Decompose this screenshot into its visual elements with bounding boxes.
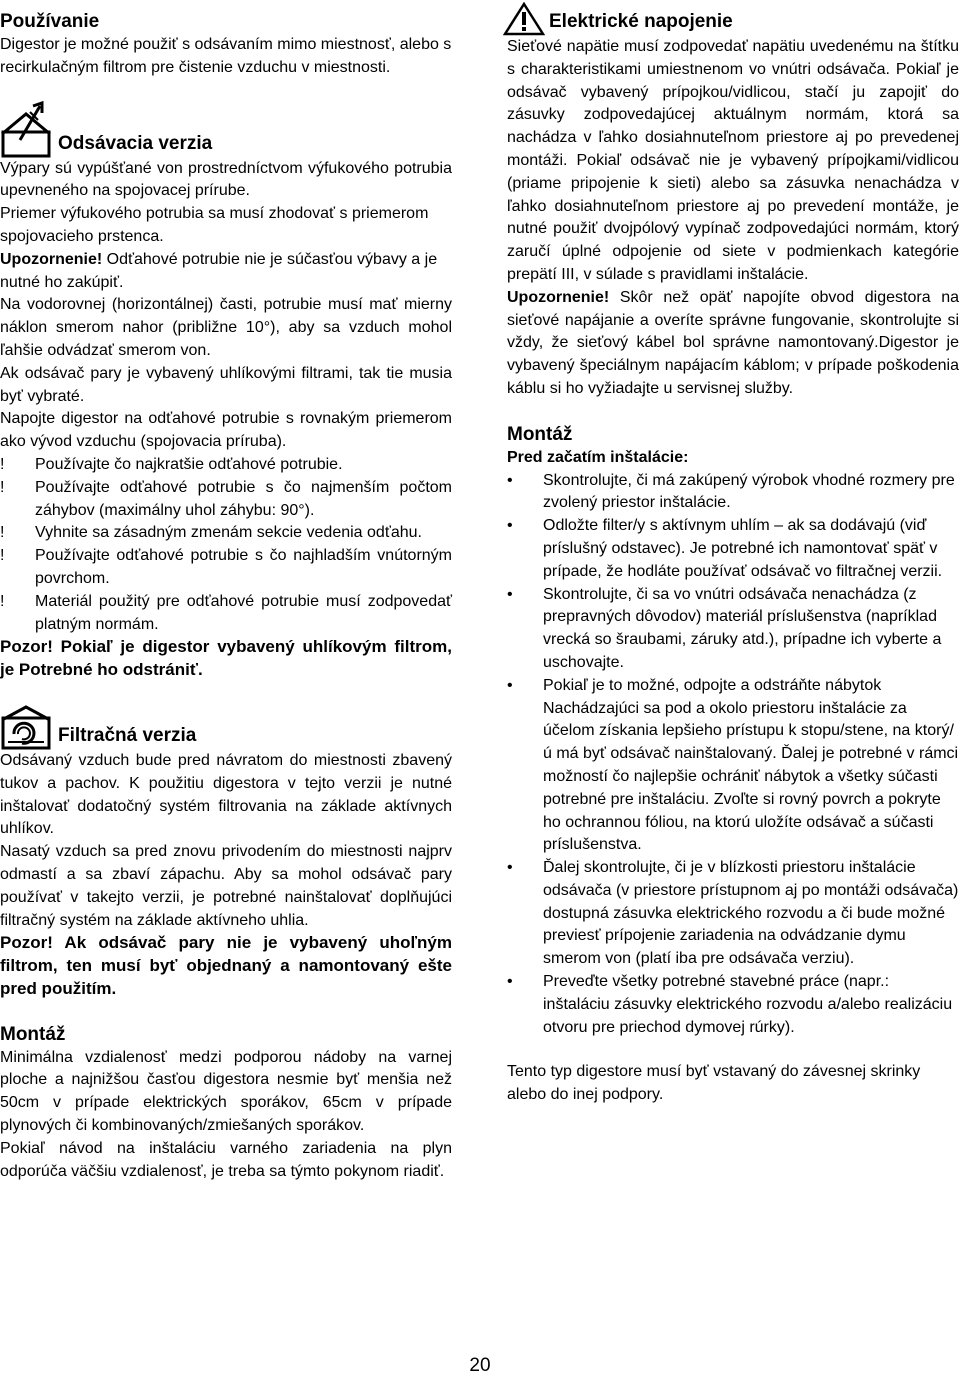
exclamation-marker: ! — [0, 455, 5, 473]
odsavacia-header — [0, 100, 452, 158]
pouzivanie-title: Používanie — [0, 11, 100, 32]
pozor-warning-2: Pozor! Ak odsávač pary nie je vybavený uhoľným filtrom, ten musí byť objednaný a namontovaný ešte pred použitím. — [0, 933, 452, 998]
montaz-paragraph-1: Minimálna vzdialenosť medzi podporou nádoby na varnej ploche a najnižšou časťou digestora nesmie byť menšia než 50cm v prípade elektrických sporákov, 65cm v prípade plynových či kombinovaných/zmiešaných sporákov. — [0, 1048, 452, 1135]
list-item: • Pokiaľ je to možné, odpojte a odstráňte nábytok Nachádzajúci sa pod a okolo priestoru inštalácie za účelom získania lepšieho prístupu k stopu/stene, na ktorý/ú má byť odsávač nainštalovaný. Ďalej je potrebné v rámci možností čo najlepšie ochrániť nábytok a všetky súčasti potrebné pre inštaláciu. Zvoľte si rovný povrch a pokryte ho ochrannou fóliou, na ktorú uložíte odsávač a súčasti príslušenstva. — [507, 676, 959, 854]
list-item: • Ďalej skontrolujte, či je v blízkosti priestoru inštalácie odsávača (v priestore prístupnom aj po montáži odsávača) dostupná zásuvka elektrického rozvodu a či bude možné previesť prípojenie zariadenia na odvádzanie dymu smerom von (platí iba pre odsávača verziu). — [507, 859, 959, 968]
list-item: ! Používajte odťahové potrubie s čo najmenším počtom záhybov (maximálny uhol záhybu: 90°). — [0, 478, 452, 519]
filtracna-paragraph-1: Odsávaný vzduch bude pred návratom do miestnosti zbavený tukov a pachov. K použitiu digestora v tejto verzii je nutné inštalovať dodatočný systém filtrovania na základe aktívnych uhlíkov. — [0, 751, 452, 838]
exclamation-marker: ! — [0, 592, 5, 610]
bullet-marker: • — [507, 859, 513, 877]
bullet-marker: • — [507, 973, 513, 991]
list-item: ! Používajte odťahové potrubie s čo najhladším vnútorným povrchom. — [0, 547, 452, 587]
odsavacia-paragraph-4: Ak odsávač pary je vybavený uhlíkovými filtrami, tak tie musia byť vybraté. — [0, 364, 452, 405]
filter-recirculation-icon — [0, 704, 52, 750]
pred-zacatim-title: Pred začatím inštalácie: — [507, 448, 689, 466]
elektricke-header — [507, 2, 959, 36]
right-column — [507, 0, 959, 1107]
odsavacia-paragraph-3: Na vodorovnej (horizontálnej) časti, potrubie musí mať mierny náklon smerom nahor (približne 10°), aby sa vzduch mohol ľahšie odvádzať smerom von. — [0, 296, 452, 359]
exclamation-marker: ! — [0, 547, 5, 565]
filtracna-title: Filtračná verzia — [58, 724, 197, 746]
list-item: ! Vyhnite sa zásadným zmenám sekcie vedenia odťahu. — [0, 522, 452, 545]
upozornenie-paragraph — [0, 249, 452, 295]
page-number: 20 — [469, 1355, 491, 1376]
upozornenie-label: Upozornenie! — [0, 250, 103, 268]
pouzivanie-text: Digestor je možné použiť s odsávaním mimo miestnosť, alebo s recirkulačným filtrom pre čistenie vzduchu v miestnosti. — [0, 36, 452, 76]
bullet-marker: • — [507, 517, 513, 535]
upozornenie-paragraph-right — [507, 287, 959, 401]
elektricke-paragraph: Sieťové napätie musí zodpovedať napätiu uvedenému na štítku s charakteristikami umiestnenom vo vnútri odsávača. Pokiaľ je odsávač vybavený prípojkou/vidlicou, stačí ju zapojiť do zásuvky zodpovedajúcej aktuálnym normám, ktorá sa nachádza v ľahko dosiahnuteľnom priestore aj po prevedenej montáži. Pokiaľ odsávač nie je vybavený prípojkami/vidlicou (priame pripojenie k sieti) alebo sa zásuvka nenachádza v ľahko dosiahnuteľnom priestore aj po prevedení montáže, je nutné použiť dvojpólový vypínač zodpovedajúci normám, ktorý zaručí úplné odpojenie od siete v podmienkach kategórie prepätí III, v súlade s pravidlami inštalácie. — [507, 38, 959, 283]
bullet-marker: • — [507, 471, 513, 489]
odsavacia-paragraph-1: Výpary sú vypúšťané von prostredníctvom výfukového potrubia upevneného na spojovacej prírube. — [0, 159, 452, 200]
exhaust-house-icon — [0, 100, 52, 158]
list-item: ! Používajte čo najkratšie odťahové potrubie. — [0, 454, 452, 477]
warning-triangle-icon — [503, 2, 545, 36]
tento-typ-paragraph: Tento typ digestore musí byť vstavaný do závesnej skrinky alebo do inej podpory. — [507, 1063, 921, 1104]
list-item: • Preveďte všetky potrebné stavebné práce (napr.: inštaláciu zásuvky elektrického rozvodu a/alebo realizáciu otvoru pre priechod dymovej rúrky). — [507, 973, 953, 1036]
pozor-warning-1: Pozor! Pokiaľ je digestor vybavený uhlíkovým filtrom, je Potrebné ho odstrániť. — [0, 637, 452, 680]
filtracna-paragraph-2: Nasatý vzduch sa pred znovu privodením do miestnosti najprv odmastí a sa zbaví zápachu. Aby sa mohol odsávač pary používať v takejto verzii, je potrebné nainštalovať doplňujúci filtračný systém na základe aktívneho uhlia. — [0, 843, 452, 929]
filtracna-header — [0, 704, 452, 750]
montaz-title-right: Montáž — [507, 423, 573, 445]
exclamation-marker: ! — [0, 524, 5, 542]
list-item: ! Materiál použitý pre odťahové potrubie musí zodpovedať platným normám. — [0, 592, 452, 633]
bullet-marker: • — [507, 676, 513, 694]
list-item: • Skontrolujte, či má zakúpený výrobok vhodné rozmery pre zvolený priestor inštalácie. — [507, 471, 955, 512]
upozornenie-text: Skôr než opäť napojíte obvod digestora na sieťové napájanie a overíte správne fungovanie, skontrolujte si vždy, že sieťový kábel bol správne namontovaný.Digestor je vybavený špeciálnym napájacím káblom; v prípade poškodenia káblu si ho vyžiadajte u servisnej služby. — [507, 288, 959, 397]
exclamation-marker: ! — [0, 478, 5, 496]
bullet-marker: • — [507, 585, 513, 603]
upozornenie-text: Odťahové potrubie nie je súčasťou výbavy a je nutné ho zakúpiť. — [0, 250, 438, 291]
upozornenie-label: Upozornenie! — [507, 288, 610, 306]
montaz-paragraph-2: Pokiaľ návod na inštaláciu varného zariadenia na plyn odporúča väčšiu vzdialenosť, je treba sa týmto pokynom riadiť. — [0, 1139, 452, 1180]
list-item: • Odložte filter/y s aktívnym uhlím – ak sa dodávajú (viď príslušný odstavec). Je potrebné ich namontovať späť v prípade, že hodláte používať odsávač vo filtračnej verzii. — [507, 517, 943, 580]
elektricke-title: Elektrické napojenie — [549, 11, 733, 32]
odsavacia-paragraph-5: Napojte digestor na odťahové potrubie s rovnakým priemerom ako vývod vzduchu (spojovacia príruba). — [0, 410, 452, 451]
montaz-title-left: Montáž — [0, 1023, 66, 1045]
left-column — [0, 0, 452, 1183]
installation-checklist — [507, 470, 959, 1040]
odsavacia-paragraph-2: Priemer výfukového potrubia sa musí zhodovať s priemerom spojovacieho prstenca. — [0, 205, 429, 245]
odsavacia-title: Odsávacia verzia — [58, 132, 213, 154]
list-item: • Skontrolujte, či sa vo vnútri odsávača nenachádza (z prepravných dôvodov) materiál príslušenstva (napríklad vrecká so šraubami, záruky atd.), prípadne ich vyberte a uschovajte. — [507, 585, 942, 671]
